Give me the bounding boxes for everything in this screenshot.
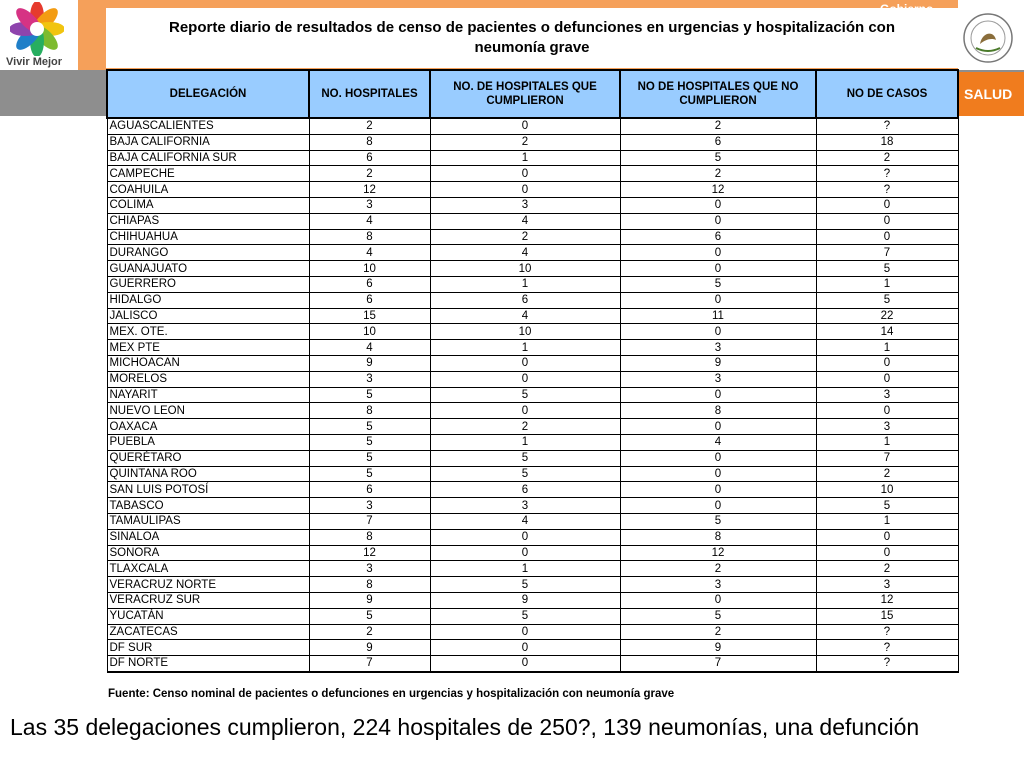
table-row <box>107 419 958 435</box>
delegacion-cell: DF NORTE <box>107 656 309 672</box>
table-row <box>107 261 958 277</box>
value-cell: 5 <box>309 387 430 403</box>
value-cell: 0 <box>430 118 620 134</box>
value-cell: 1 <box>430 434 620 450</box>
value-cell: 9 <box>620 355 816 371</box>
flower-logo-icon <box>10 2 64 56</box>
delegacion-cell: CHIAPAS <box>107 213 309 229</box>
col-casos: NO DE CASOS <box>816 70 958 118</box>
col-cumplieron: NO. DE HOSPITALES QUE CUMPLIERON <box>430 70 620 118</box>
delegacion-cell: SAN LUIS POTOSÍ <box>107 482 309 498</box>
source-note: Fuente: Censo nominal de pacientes o defunciones en urgencias y hospitalización con neumonía grave <box>108 688 675 700</box>
value-cell: 12 <box>620 182 816 198</box>
delegacion-cell: DURANGO <box>107 245 309 261</box>
value-cell: 2 <box>620 118 816 134</box>
value-cell: ? <box>816 624 958 640</box>
value-cell: 9 <box>309 640 430 656</box>
value-cell: 0 <box>620 261 816 277</box>
value-cell: 5 <box>620 608 816 624</box>
delegacion-cell: SINALOA <box>107 529 309 545</box>
delegacion-cell: CHIHUAHUA <box>107 229 309 245</box>
value-cell: 0 <box>620 498 816 514</box>
value-cell: 0 <box>816 545 958 561</box>
value-cell: 2 <box>430 419 620 435</box>
value-cell: 3 <box>816 419 958 435</box>
value-cell: 0 <box>620 245 816 261</box>
value-cell: 5 <box>620 150 816 166</box>
delegacion-cell: MORELOS <box>107 371 309 387</box>
value-cell: 0 <box>430 355 620 371</box>
logo-text: Vivir Mejor <box>6 56 63 68</box>
table-row <box>107 245 958 261</box>
table-body <box>107 118 958 672</box>
value-cell: 0 <box>430 371 620 387</box>
table-row <box>107 592 958 608</box>
table-row <box>107 197 958 213</box>
delegacion-cell: TABASCO <box>107 498 309 514</box>
table-row <box>107 150 958 166</box>
value-cell: ? <box>816 182 958 198</box>
value-cell: 3 <box>430 498 620 514</box>
table-row <box>107 387 958 403</box>
value-cell: 0 <box>620 450 816 466</box>
table-row <box>107 166 958 182</box>
delegacion-cell: ZACATECAS <box>107 624 309 640</box>
value-cell: 8 <box>620 403 816 419</box>
table-row <box>107 182 958 198</box>
value-cell: 4 <box>309 340 430 356</box>
delegacion-cell: GUANAJUATO <box>107 261 309 277</box>
value-cell: 2 <box>309 166 430 182</box>
value-cell: 12 <box>309 182 430 198</box>
table-row <box>107 498 958 514</box>
value-cell: 4 <box>430 245 620 261</box>
delegacion-cell: PUEBLA <box>107 434 309 450</box>
delegacion-cell: NAYARIT <box>107 387 309 403</box>
value-cell: 12 <box>620 545 816 561</box>
value-cell: 8 <box>309 577 430 593</box>
salud-label: SALUD <box>964 86 1013 102</box>
value-cell: 1 <box>430 276 620 292</box>
value-cell: 1 <box>430 150 620 166</box>
value-cell: 8 <box>309 229 430 245</box>
value-cell: 0 <box>816 213 958 229</box>
table-row <box>107 434 958 450</box>
value-cell: 2 <box>430 134 620 150</box>
value-cell: 8 <box>309 529 430 545</box>
table-row <box>107 371 958 387</box>
value-cell: 5 <box>816 292 958 308</box>
value-cell: 8 <box>620 529 816 545</box>
value-cell: 2 <box>816 561 958 577</box>
value-cell: 0 <box>620 419 816 435</box>
value-cell: 2 <box>816 150 958 166</box>
delegacion-cell: QUERÉTARO <box>107 450 309 466</box>
value-cell: 0 <box>430 403 620 419</box>
value-cell: 7 <box>309 656 430 672</box>
delegacion-cell: QUINTANA ROO <box>107 466 309 482</box>
mexico-seal-icon <box>962 12 1014 64</box>
delegacion-cell: VERACRUZ SUR <box>107 592 309 608</box>
value-cell: 10 <box>309 324 430 340</box>
value-cell: 0 <box>620 482 816 498</box>
value-cell: 6 <box>309 292 430 308</box>
value-cell: 8 <box>309 134 430 150</box>
value-cell: 3 <box>620 371 816 387</box>
value-cell: 5 <box>816 498 958 514</box>
value-cell: 2 <box>309 624 430 640</box>
value-cell: 0 <box>620 324 816 340</box>
value-cell: 5 <box>430 450 620 466</box>
value-cell: 0 <box>430 545 620 561</box>
table-row <box>107 355 958 371</box>
value-cell: 6 <box>430 292 620 308</box>
value-cell: 0 <box>816 403 958 419</box>
delegacion-cell: TAMAULIPAS <box>107 513 309 529</box>
value-cell: 0 <box>620 387 816 403</box>
value-cell: 9 <box>309 592 430 608</box>
table-row <box>107 229 958 245</box>
title-box <box>106 8 958 68</box>
value-cell: 0 <box>430 166 620 182</box>
delegacion-cell: CAMPECHE <box>107 166 309 182</box>
value-cell: 5 <box>309 434 430 450</box>
value-cell: 3 <box>309 561 430 577</box>
table-row <box>107 450 958 466</box>
delegacion-cell: TLAXCALA <box>107 561 309 577</box>
value-cell: 14 <box>816 324 958 340</box>
value-cell: 0 <box>430 624 620 640</box>
value-cell: ? <box>816 640 958 656</box>
value-cell: 3 <box>309 498 430 514</box>
value-cell: 18 <box>816 134 958 150</box>
value-cell: 3 <box>816 577 958 593</box>
summary-text: Las 35 delegaciones cumplieron, 224 hospitales de 250?, 139 neumonías, una defunción <box>10 714 920 740</box>
delegacion-cell: MEX. OTE. <box>107 324 309 340</box>
value-cell: 4 <box>309 213 430 229</box>
delegacion-cell: NUEVO LEON <box>107 403 309 419</box>
table-row <box>107 608 958 624</box>
table-row <box>107 324 958 340</box>
value-cell: 0 <box>816 371 958 387</box>
value-cell: 2 <box>309 118 430 134</box>
value-cell: 5 <box>430 466 620 482</box>
value-cell: 4 <box>309 245 430 261</box>
value-cell: 6 <box>309 150 430 166</box>
value-cell: 15 <box>309 308 430 324</box>
value-cell: 0 <box>620 197 816 213</box>
value-cell: 4 <box>430 513 620 529</box>
value-cell: 0 <box>816 355 958 371</box>
table-row <box>107 308 958 324</box>
value-cell: 0 <box>430 182 620 198</box>
table-row <box>107 640 958 656</box>
value-cell: 5 <box>620 513 816 529</box>
value-cell: 10 <box>816 482 958 498</box>
value-cell: 1 <box>816 276 958 292</box>
value-cell: 1 <box>816 434 958 450</box>
value-cell: 3 <box>309 371 430 387</box>
value-cell: 5 <box>620 276 816 292</box>
table-row <box>107 529 958 545</box>
delegacion-cell: SONORA <box>107 545 309 561</box>
table-row <box>107 561 958 577</box>
value-cell: 0 <box>816 529 958 545</box>
results-table <box>106 69 959 673</box>
value-cell: 5 <box>430 608 620 624</box>
value-cell: 1 <box>430 561 620 577</box>
value-cell: 4 <box>430 308 620 324</box>
value-cell: 5 <box>309 608 430 624</box>
table-row <box>107 577 958 593</box>
value-cell: 0 <box>620 466 816 482</box>
value-cell: 2 <box>816 466 958 482</box>
col-delegacion: DELEGACIÓN <box>107 70 309 118</box>
value-cell: 7 <box>816 450 958 466</box>
delegacion-cell: HIDALGO <box>107 292 309 308</box>
table-row <box>107 466 958 482</box>
delegacion-cell: DF SUR <box>107 640 309 656</box>
value-cell: 3 <box>620 577 816 593</box>
value-cell: 3 <box>309 197 430 213</box>
value-cell: 5 <box>309 466 430 482</box>
value-cell: 5 <box>309 450 430 466</box>
value-cell: 0 <box>816 197 958 213</box>
delegacion-cell: AGUASCALIENTES <box>107 118 309 134</box>
value-cell: 7 <box>816 245 958 261</box>
value-cell: 5 <box>309 419 430 435</box>
col-no-cumplieron: NO DE HOSPITALES QUE NO CUMPLIERON <box>620 70 816 118</box>
value-cell: 1 <box>816 340 958 356</box>
table-row <box>107 134 958 150</box>
value-cell: 4 <box>430 213 620 229</box>
value-cell: 6 <box>309 276 430 292</box>
value-cell: 5 <box>430 387 620 403</box>
value-cell: 5 <box>430 577 620 593</box>
value-cell: 11 <box>620 308 816 324</box>
delegacion-cell: MEX PTE <box>107 340 309 356</box>
delegacion-cell: VERACRUZ NORTE <box>107 577 309 593</box>
value-cell: 0 <box>430 529 620 545</box>
table-row <box>107 403 958 419</box>
delegacion-cell: COLIMA <box>107 197 309 213</box>
value-cell: 9 <box>430 592 620 608</box>
col-no-hospitales: NO. HOSPITALES <box>309 70 430 118</box>
value-cell: 7 <box>309 513 430 529</box>
value-cell: 0 <box>430 656 620 672</box>
delegacion-cell: YUCATÁN <box>107 608 309 624</box>
table-row <box>107 276 958 292</box>
delegacion-cell: BAJA CALIFORNIA SUR <box>107 150 309 166</box>
value-cell: 5 <box>816 261 958 277</box>
table-row <box>107 118 958 134</box>
table-row <box>107 513 958 529</box>
value-cell: 0 <box>620 592 816 608</box>
delegacion-cell: GUERRERO <box>107 276 309 292</box>
value-cell: 0 <box>620 213 816 229</box>
value-cell: 2 <box>620 624 816 640</box>
table-row <box>107 340 958 356</box>
table-row <box>107 656 958 672</box>
table-row <box>107 482 958 498</box>
delegacion-cell: COAHUILA <box>107 182 309 198</box>
value-cell: 2 <box>620 166 816 182</box>
delegacion-cell: OAXACA <box>107 419 309 435</box>
table-row <box>107 213 958 229</box>
delegacion-cell: JALISCO <box>107 308 309 324</box>
value-cell: 3 <box>816 387 958 403</box>
value-cell: ? <box>816 656 958 672</box>
value-cell: 12 <box>309 545 430 561</box>
report-title: Reporte diario de resultados de censo de pacientes o defunciones en urgencias y hospitalización con neumonía grave <box>168 19 895 56</box>
value-cell: 6 <box>620 229 816 245</box>
value-cell: 15 <box>816 608 958 624</box>
value-cell: 9 <box>620 640 816 656</box>
value-cell: 3 <box>620 340 816 356</box>
value-cell: 6 <box>620 134 816 150</box>
table-row <box>107 292 958 308</box>
value-cell: ? <box>816 166 958 182</box>
value-cell: 3 <box>430 197 620 213</box>
value-cell: 6 <box>309 482 430 498</box>
table-row <box>107 624 958 640</box>
value-cell: 2 <box>620 561 816 577</box>
value-cell: 4 <box>620 434 816 450</box>
value-cell: 10 <box>430 324 620 340</box>
value-cell: 10 <box>309 261 430 277</box>
value-cell: 9 <box>309 355 430 371</box>
value-cell: 0 <box>816 229 958 245</box>
value-cell: 6 <box>430 482 620 498</box>
value-cell: 2 <box>430 229 620 245</box>
table-row <box>107 545 958 561</box>
value-cell: 0 <box>430 640 620 656</box>
value-cell: 1 <box>816 513 958 529</box>
value-cell: 10 <box>430 261 620 277</box>
value-cell: 7 <box>620 656 816 672</box>
value-cell: 8 <box>309 403 430 419</box>
value-cell: 1 <box>430 340 620 356</box>
value-cell: 12 <box>816 592 958 608</box>
value-cell: 0 <box>620 292 816 308</box>
value-cell: ? <box>816 118 958 134</box>
table-header-row <box>107 70 958 118</box>
delegacion-cell: BAJA CALIFORNIA <box>107 134 309 150</box>
delegacion-cell: MICHOACAN <box>107 355 309 371</box>
value-cell: 22 <box>816 308 958 324</box>
